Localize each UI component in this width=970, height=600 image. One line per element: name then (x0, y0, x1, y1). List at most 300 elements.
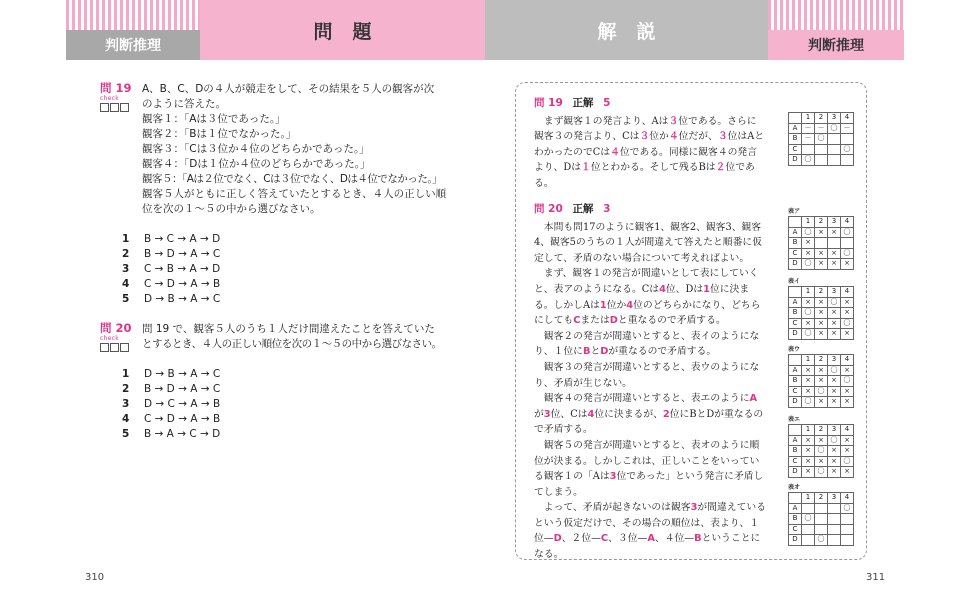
highlight-text: C (600, 533, 609, 545)
question-label (100, 322, 134, 352)
option-number: 1 (122, 368, 130, 380)
table-cell: 〇 (841, 318, 854, 329)
table-cell: C (789, 386, 802, 397)
highlight-text: ４ (610, 146, 620, 158)
table-cell: 〇 (802, 227, 815, 238)
answer-label: 問 20 (534, 203, 563, 215)
table-row (789, 535, 854, 546)
checkbox[interactable] (100, 103, 109, 112)
table-caption: 表ウ (788, 346, 801, 353)
table-cell: × (802, 238, 815, 249)
question-number: 問 20 (100, 321, 132, 335)
table-row (789, 493, 854, 504)
table-cell: × (841, 329, 854, 340)
table-cell: × (828, 329, 841, 340)
table-cell: × (841, 386, 854, 397)
table-row (789, 524, 854, 535)
answer-table (788, 484, 854, 546)
table-cell: 4 (841, 355, 854, 366)
table-cell (828, 524, 841, 535)
table-cell: × (815, 308, 828, 319)
highlight-text: 4 (659, 283, 666, 295)
ranking-grid (788, 216, 854, 270)
table-cell: 1 (802, 493, 815, 504)
table-cell (802, 503, 815, 514)
table-cell: × (802, 365, 815, 376)
table-cell: 2 (815, 217, 828, 228)
option-number: 4 (122, 413, 130, 425)
table-cell (828, 134, 841, 145)
table-row (789, 376, 854, 387)
table-cell: × (841, 259, 854, 270)
table-cell (815, 524, 828, 535)
question-19-options (122, 232, 220, 307)
table-cell: 2 (815, 355, 828, 366)
answer-paragraph: 本問も問17のように観客1、観客2、観客3、観客4、観客5のうちの１人が間違えて答えたと順番に仮定して、矛盾のない場合について考えればよい。 (534, 221, 762, 264)
table-row (789, 365, 854, 376)
option-item (122, 277, 220, 292)
table-cell: B (789, 446, 802, 457)
table-cell: × (802, 318, 815, 329)
answer-table (788, 346, 854, 408)
table-cell: B (789, 134, 802, 145)
table-cell: C (789, 248, 802, 259)
answer-paragraph: 観客３の発言が間違いとすると、表ウのようになり、矛盾が生じない。 (534, 361, 760, 389)
highlight-text: ３ (668, 115, 679, 127)
table-row (789, 318, 854, 329)
table-cell: 〇 (815, 446, 828, 457)
table-cell: × (828, 386, 841, 397)
table-cell: × (815, 318, 828, 329)
table-row (789, 144, 854, 155)
table-cell: × (802, 297, 815, 308)
table-cell (841, 514, 854, 525)
option-text: C → D → A → B (144, 278, 221, 290)
table-cell (789, 217, 802, 228)
option-item (122, 232, 220, 247)
table-cell (815, 155, 828, 166)
table-cell: × (841, 446, 854, 457)
table-caption: 表イ (788, 278, 801, 285)
table-cell: 〇 (815, 467, 828, 478)
table-cell (789, 113, 802, 124)
answer-paragraph: 観客５の発言が間違いとすると、表オのように順位が決まる。しかしこれは、正しいことをいっている観客１の「Aは3位であった」という発言に矛盾してしまう。 (534, 439, 764, 498)
table-row (789, 287, 854, 298)
table-cell: 2 (815, 287, 828, 298)
table-row (789, 386, 854, 397)
table-cell: × (802, 446, 815, 457)
table-cell: 〇 (802, 308, 815, 319)
question-line: 観客２：「Bは１位でなかった。」 (142, 128, 297, 140)
table-row (789, 123, 854, 134)
table-cell: × (828, 248, 841, 259)
table-cell: 〇 (802, 329, 815, 340)
ranking-grid (788, 424, 854, 478)
option-number: 2 (122, 248, 130, 260)
table-cell: × (815, 259, 828, 270)
table-cell: 4 (841, 425, 854, 436)
table-caption: 表オ (788, 484, 801, 491)
header-stripes-left (66, 0, 200, 30)
table-cell (828, 155, 841, 166)
table-cell: A (789, 503, 802, 514)
table-cell: C (789, 524, 802, 535)
table-cell: 〇 (841, 144, 854, 155)
highlight-text: 4 (587, 408, 595, 420)
table-cell (841, 524, 854, 535)
checkbox[interactable] (120, 343, 129, 352)
option-item (122, 367, 220, 382)
table-cell: × (802, 386, 815, 397)
table-cell: × (815, 397, 828, 408)
table-cell: 3 (828, 493, 841, 504)
option-number: 2 (122, 383, 130, 395)
table-cell: C (789, 318, 802, 329)
table-cell (789, 287, 802, 298)
table-cell: 2 (815, 113, 828, 124)
highlight-text: C (573, 315, 581, 327)
table-cell: × (802, 435, 815, 446)
highlight-text: B (582, 346, 591, 358)
table-cell: × (841, 365, 854, 376)
question-20-options (122, 367, 220, 442)
table-cell: × (828, 227, 841, 238)
table-cell: 1 (802, 113, 815, 124)
table-row (789, 435, 854, 446)
ranking-grid (788, 354, 854, 408)
table-row (789, 467, 854, 478)
answer-paragraph: まず観客１の発言より、Aは３位である。さらに観客３の発言より、Cは３位か４位だが、３位はAとわかったのでCは４位である。同様に観客４の発言より、Dは１位とわかる。そして残るBは２位である。 (534, 115, 765, 189)
answer-paragraph: 観客４の発言が間違いとすると、表エのようにAが3位、Cは4位に決まるが、2位にBとDが重なるので矛盾する。 (534, 393, 764, 436)
section-tab-right: 判断推理 (768, 30, 904, 60)
table-cell (815, 238, 828, 249)
answer-value: 3 (603, 203, 611, 215)
table-cell: 4 (841, 113, 854, 124)
table-cell: × (815, 297, 828, 308)
table-caption: 表ア (788, 208, 801, 215)
option-number: 5 (122, 428, 130, 440)
table-cell (802, 535, 815, 546)
header-stripes-right (768, 0, 904, 30)
question-number: 問 19 (100, 81, 132, 95)
table-caption: 表エ (788, 416, 801, 423)
table-cell: 4 (841, 287, 854, 298)
table-cell (815, 144, 828, 155)
table-cell: × (828, 467, 841, 478)
answer-20 (534, 202, 766, 563)
highlight-text: 3 (543, 408, 551, 420)
table-cell: 2 (815, 493, 828, 504)
table-cell: 〇 (828, 297, 841, 308)
table-cell: － (802, 123, 815, 134)
table-cell: A (789, 123, 802, 134)
table-cell: × (828, 308, 841, 319)
table-cell: × (815, 227, 828, 238)
table-row (789, 297, 854, 308)
option-text: D → B → A → C (144, 368, 221, 380)
table-cell: 〇 (815, 386, 828, 397)
table-cell (789, 355, 802, 366)
answer-word: 正解 (572, 203, 594, 215)
section-tab-left: 判断推理 (66, 30, 200, 60)
highlight-text: １ (581, 162, 591, 174)
table-cell: × (815, 365, 828, 376)
table-cell: D (789, 259, 802, 270)
highlight-text: D (553, 533, 562, 545)
table-cell: C (789, 144, 802, 155)
answer-paragraph: よって、矛盾が起きないのは観客3が間違えているという仮定だけで、その場合の順位は、表より、１位—D、２位—C、３位—A、４位—Bということになる。 (534, 502, 766, 561)
table-row (789, 514, 854, 525)
table-cell: A (789, 435, 802, 446)
table-cell: 〇 (841, 248, 854, 259)
question-line: 観客１：「Aは３位であった。」 (142, 113, 286, 125)
table-cell (841, 535, 854, 546)
answer-19 (534, 96, 766, 192)
table-cell: 〇 (841, 503, 854, 514)
table-cell: × (828, 456, 841, 467)
question-label (100, 82, 134, 112)
table-cell: D (789, 155, 802, 166)
table-cell: 〇 (841, 456, 854, 467)
table-cell: 2 (815, 425, 828, 436)
checkbox[interactable] (110, 343, 119, 352)
table-cell: 1 (802, 287, 815, 298)
table-row (789, 503, 854, 514)
table-cell: － (802, 134, 815, 145)
table-row (789, 113, 854, 124)
answer-paragraph: まず、観客１の発言が間違いとして表にしていくと、表アのようになる。Cは4位、Dは1位に決まる。しかしAは1位か4位のどちらかになり、どちらにしてもCまたはDと重なるので矛盾する。 (534, 268, 761, 327)
option-text: B → D → A → C (144, 383, 221, 395)
answer-body (534, 114, 766, 192)
table-cell: 3 (828, 113, 841, 124)
table-cell: － (815, 123, 828, 134)
table-cell: × (828, 446, 841, 457)
highlight-text: 1 (703, 283, 710, 295)
table-cell (828, 514, 841, 525)
page-number-left: 310 (85, 572, 105, 583)
question-line: 観客４：「Dは１位か４位のどちらかであった。」 (142, 158, 371, 170)
table-cell: 〇 (841, 376, 854, 387)
answer-paragraph: 観客２の発言が間違いとすると、表イのようになり、１位にBとDが重なるので矛盾する。 (534, 330, 760, 358)
table-cell: × (815, 376, 828, 387)
table-row (789, 155, 854, 166)
problem-heading: 問題 (200, 0, 485, 60)
answer-value: 5 (603, 97, 611, 109)
option-item (122, 397, 220, 412)
highlight-text: 3 (690, 502, 698, 514)
check-label: check (100, 335, 120, 342)
table-row (789, 425, 854, 436)
table-cell (789, 425, 802, 436)
option-number: 3 (122, 263, 130, 275)
table-cell: 〇 (802, 259, 815, 270)
table-cell: 〇 (828, 435, 841, 446)
table-cell (802, 524, 815, 535)
check-boxes[interactable] (100, 343, 134, 352)
option-number: 3 (122, 398, 130, 410)
option-text: B → D → A → C (144, 248, 221, 260)
table-cell: × (815, 248, 828, 259)
table-cell (815, 503, 828, 514)
table-cell: × (841, 435, 854, 446)
question-19 (100, 82, 460, 217)
table-row (789, 259, 854, 270)
table-cell: B (789, 376, 802, 387)
option-number: 4 (122, 278, 130, 290)
option-text: C → B → A → D (144, 263, 221, 275)
table-cell: A (789, 365, 802, 376)
checkbox[interactable] (100, 343, 109, 352)
table-cell: × (802, 376, 815, 387)
highlight-text: B (694, 533, 702, 545)
table-cell: D (789, 535, 802, 546)
table-cell: × (815, 435, 828, 446)
table-row (789, 397, 854, 408)
table-cell: C (789, 456, 802, 467)
highlight-text: 1 (599, 299, 607, 311)
answer-word: 正解 (572, 97, 594, 109)
table-cell: 1 (802, 355, 815, 366)
table-cell: × (828, 397, 841, 408)
option-text: B → A → C → D (144, 428, 221, 440)
table-cell: × (828, 318, 841, 329)
table-cell: 3 (828, 217, 841, 228)
table-cell (828, 144, 841, 155)
question-line: 観客５：「Aは２位でなく、Cは３位でなく、Dは４位でなかった。」 (142, 173, 443, 185)
table-cell: D (789, 397, 802, 408)
table-cell: × (802, 248, 815, 259)
table-cell: × (841, 467, 854, 478)
checkbox[interactable] (120, 103, 129, 112)
question-line: とするとき、４人の正しい順位を次の１～５の中から選びなさい。 (142, 338, 442, 350)
table-cell: × (828, 259, 841, 270)
answer-heading (534, 96, 766, 112)
answer-table (788, 278, 854, 340)
table-cell: B (789, 238, 802, 249)
table-cell: 〇 (802, 155, 815, 166)
table-cell: × (828, 376, 841, 387)
option-text: C → D → A → B (144, 413, 221, 425)
answer-label: 問 19 (534, 97, 563, 109)
table-cell: 3 (828, 355, 841, 366)
question-text (142, 82, 460, 217)
question-line: 問 19 で、観客５人のうち１人だけ間違えたことを答えていた (142, 323, 435, 335)
highlight-text: D (609, 315, 618, 327)
table-cell: 4 (841, 217, 854, 228)
table-cell (841, 238, 854, 249)
highlight-text: 3 (609, 471, 617, 483)
table-cell: 1 (802, 425, 815, 436)
question-line: のように答えた。 (142, 98, 226, 110)
check-boxes[interactable] (100, 103, 134, 112)
table-row (789, 329, 854, 340)
table-cell: A (789, 227, 802, 238)
table-cell: D (789, 467, 802, 478)
table-cell (828, 503, 841, 514)
option-item (122, 427, 220, 442)
check-label: check (100, 95, 120, 102)
page-number-right: 311 (866, 572, 886, 583)
table-cell: 3 (828, 287, 841, 298)
option-item (122, 382, 220, 397)
highlight-text: ２ (715, 162, 726, 174)
question-line: A、B、C、Dの４人が競走をして、その結果を５人の観客が次 (142, 83, 435, 95)
table-row (789, 238, 854, 249)
table-cell (841, 155, 854, 166)
option-item (122, 262, 220, 277)
table-cell (841, 134, 854, 145)
answer-table (788, 104, 854, 166)
ranking-grid (788, 112, 854, 166)
table-row (789, 446, 854, 457)
table-cell: B (789, 308, 802, 319)
table-cell: 〇 (815, 535, 828, 546)
table-cell: × (815, 456, 828, 467)
table-row (789, 355, 854, 366)
table-cell: × (841, 297, 854, 308)
option-text: B → C → A → D (144, 233, 221, 245)
table-cell: B (789, 514, 802, 525)
table-cell: × (841, 308, 854, 319)
table-cell: 〇 (828, 123, 841, 134)
option-item (122, 247, 220, 262)
table-cell: 〇 (815, 134, 828, 145)
table-cell: × (841, 397, 854, 408)
option-item (122, 412, 220, 427)
table-cell: 〇 (802, 514, 815, 525)
option-text: D → C → A → B (144, 398, 221, 410)
table-cell: － (841, 123, 854, 134)
question-text (142, 322, 460, 352)
ranking-grid (788, 492, 854, 546)
table-cell: 3 (828, 425, 841, 436)
table-cell: 1 (802, 217, 815, 228)
checkbox[interactable] (110, 103, 119, 112)
highlight-text: A (749, 393, 758, 405)
answer-body (534, 220, 766, 563)
highlight-text: 4 (626, 299, 634, 311)
highlight-text: 2 (662, 408, 670, 420)
table-cell: 〇 (828, 365, 841, 376)
highlight-text: ４ (668, 131, 679, 143)
question-line: 観客５人がともに正しく答えていたとするとき、４人の正しい順 (142, 188, 447, 200)
option-item (122, 292, 220, 307)
question-line: 観客３：「Cは３位か４位のどちらかであった。」 (142, 143, 370, 155)
table-cell (789, 493, 802, 504)
table-cell: 〇 (841, 227, 854, 238)
answer-heading (534, 202, 766, 218)
highlight-text: ３ (717, 131, 728, 143)
table-cell (802, 144, 815, 155)
explanation-heading: 解説 (485, 0, 768, 60)
ranking-grid (788, 286, 854, 340)
table-cell: × (815, 329, 828, 340)
option-number: 1 (122, 233, 130, 245)
answer-table (788, 416, 854, 478)
table-cell (828, 238, 841, 249)
table-row (789, 134, 854, 145)
table-cell: × (802, 456, 815, 467)
table-row (789, 248, 854, 259)
table-cell (828, 535, 841, 546)
question-20 (100, 322, 460, 352)
table-cell: 〇 (802, 397, 815, 408)
table-row (789, 308, 854, 319)
table-cell: A (789, 297, 802, 308)
option-text: D → B → A → C (144, 293, 221, 305)
question-line: 位を次の１～５の中から選びなさい。 (142, 203, 321, 215)
table-caption (788, 104, 854, 112)
